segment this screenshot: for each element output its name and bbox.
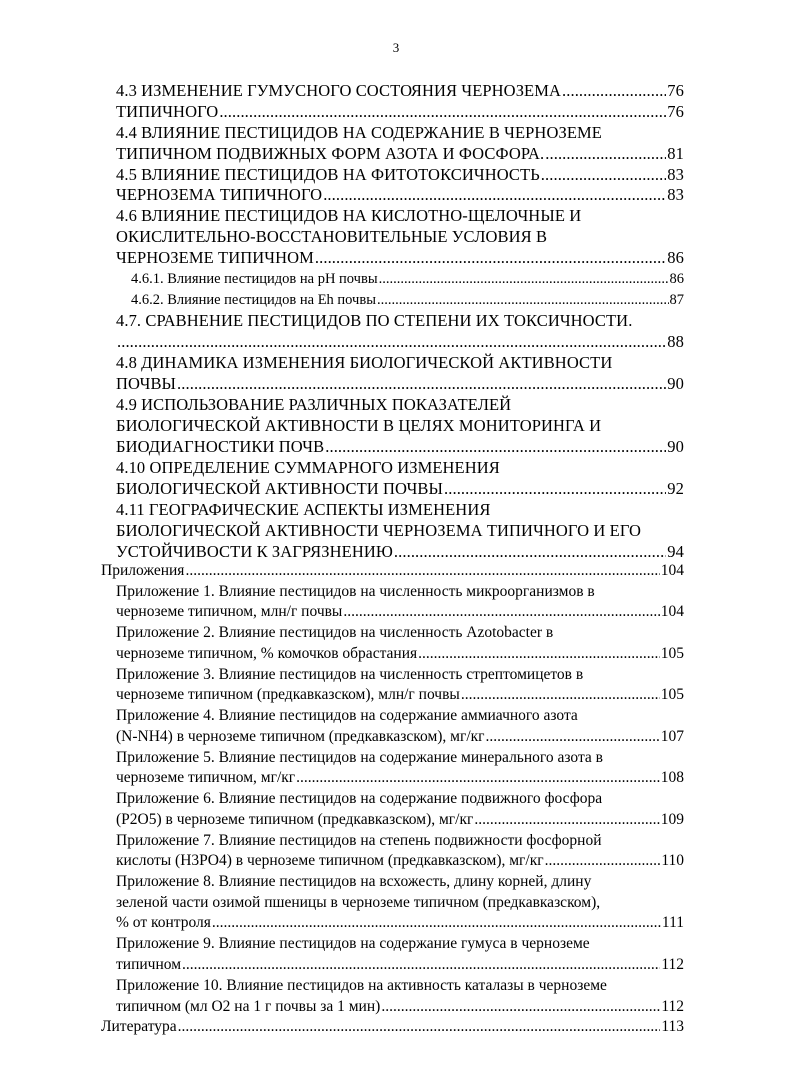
toc-entry-appendix-4-cont[interactable] <box>116 726 684 748</box>
toc-page-number: 105 <box>660 686 684 703</box>
dot-leader <box>474 809 659 831</box>
dot-leader <box>325 436 666 458</box>
toc-entry-title: ТИПИЧНОМ ПОДВИЖНЫХ ФОРМ АЗОТА И ФОСФОРА. <box>116 144 545 163</box>
toc-page-number: 112 <box>661 956 684 973</box>
toc-entry-title: Приложение 7. Влияние пестицидов на степень подвижности фосфорной <box>116 832 602 849</box>
toc-entry-title: 4.5 ВЛИЯНИЕ ПЕСТИЦИДОВ НА ФИТОТОКСИЧНОСТЬ <box>116 165 540 184</box>
dot-leader <box>545 143 666 165</box>
toc-page-number: 108 <box>660 769 684 786</box>
toc-entry-4-5-cont[interactable] <box>116 184 684 206</box>
dot-leader <box>541 164 667 186</box>
toc-page-number: 109 <box>660 811 684 828</box>
toc-entry-title: 4.7. СРАВНЕНИЕ ПЕСТИЦИДОВ ПО СТЕПЕНИ ИХ ТОКСИЧНОСТИ. <box>116 311 633 330</box>
toc-entry-title: типичном <box>116 956 182 973</box>
toc-entry-title: ЧЕРНОЗЕМЕ ТИПИЧНОМ <box>116 248 314 267</box>
toc-entry-appendix-5-cont[interactable] <box>116 767 684 789</box>
toc-entry-title: черноземе типичном, мг/кг <box>116 769 296 786</box>
dot-leader <box>315 247 666 269</box>
toc-entry-appendix-1[interactable] <box>116 581 684 603</box>
dot-leader <box>343 601 659 623</box>
toc-entry-title: 4.3 ИЗМЕНЕНИЕ ГУМУСНОГО СОСТОЯНИЯ ЧЕРНОЗЕМА <box>116 81 562 100</box>
toc-entry-appendix-9[interactable] <box>116 933 684 955</box>
toc-entry-appendix-1-cont[interactable] <box>116 601 684 623</box>
toc-entry-title: Приложение 10. Влияние пестицидов на активность каталазы в черноземе <box>116 977 607 994</box>
dot-leader <box>379 268 669 290</box>
toc-page-number: 104 <box>660 562 684 579</box>
toc-entry-appendix-7-cont[interactable] <box>116 850 684 872</box>
toc-entry-4-9-cont2[interactable] <box>116 436 684 458</box>
toc-entry-title: Приложение 4. Влияние пестицидов на содержание аммиачного азота <box>116 707 578 724</box>
dot-leader <box>562 80 666 102</box>
toc-entry-appendix-7[interactable] <box>116 830 684 852</box>
toc-entry-title: БИОЛОГИЧЕСКОЙ АКТИВНОСТИ ЧЕРНОЗЕМА ТИПИЧНОГО И ЕГО <box>116 521 642 540</box>
toc-entry-4-7-cont[interactable] <box>116 331 684 353</box>
toc-entry-4-5[interactable] <box>116 164 684 186</box>
toc-page-number: 92 <box>667 479 684 498</box>
toc-page-number: 83 <box>667 165 684 184</box>
toc-page-number: 90 <box>667 374 684 393</box>
dot-leader <box>296 767 660 789</box>
toc-entry-title: Приложение 6. Влияние пестицидов на содержание подвижного фосфора <box>116 790 603 807</box>
toc-page-number: 90 <box>667 437 684 456</box>
toc-page-number: 81 <box>667 144 684 163</box>
toc-entry-4-11[interactable] <box>116 499 684 521</box>
toc-entry-title: зеленой части озимой пшеницы в черноземе типичном (предкавказском), <box>116 894 601 911</box>
toc-entry-4-6-cont2[interactable] <box>116 247 684 269</box>
toc-entry-title: БИОЛОГИЧЕСКОЙ АКТИВНОСТИ В ЦЕЛЯХ МОНИТОРИНГА И <box>116 416 602 435</box>
dot-leader <box>219 101 666 123</box>
toc-entry-title: черноземе типичном, млн/г почвы <box>116 603 343 620</box>
toc-entry-title: ТИПИЧНОГО <box>116 102 219 121</box>
toc-entry-title: 4.10 ОПРЕДЕЛЕНИЕ СУММАРНОГО ИЗМЕНЕНИЯ <box>116 458 500 477</box>
toc-entry-appendix-8[interactable] <box>116 871 684 893</box>
toc-entry-title: 4.6 ВЛИЯНИЕ ПЕСТИЦИДОВ НА КИСЛОТНО-ЩЕЛОЧНЫЕ И <box>116 206 582 225</box>
toc-entry-title: Приложение 8. Влияние пестицидов на всхожесть, длину корней, длину <box>116 873 592 890</box>
dot-leader <box>185 560 659 582</box>
toc-entry-4-3-cont[interactable] <box>116 101 684 123</box>
toc-page-number: 83 <box>667 185 684 204</box>
toc-entry-4-8-cont[interactable] <box>116 373 684 395</box>
toc-page-number: 76 <box>667 81 684 100</box>
toc-entry-title: БИОЛОГИЧЕСКОЙ АКТИВНОСТИ ПОЧВЫ <box>116 479 444 498</box>
toc-entry-title: Приложения <box>101 562 185 579</box>
toc-entry-title: 4.6.2. Влияние пестицидов на Eh почвы <box>131 292 376 308</box>
toc-entry-literature[interactable] <box>101 1016 684 1038</box>
toc-entry-appendix-10[interactable] <box>116 975 684 997</box>
toc-page-number: 88 <box>667 332 684 351</box>
toc-entry-appendix-8-cont2[interactable] <box>116 912 684 934</box>
toc-entry-title: ЧЕРНОЗЕМА ТИПИЧНОГО <box>116 185 323 204</box>
toc-entry-title: 4.8 ДИНАМИКА ИЗМЕНЕНИЯ БИОЛОГИЧЕСКОЙ АКТИВНОСТИ <box>116 353 613 372</box>
dot-leader <box>418 643 660 665</box>
toc-entry-appendices[interactable] <box>101 560 684 582</box>
toc-entry-title: кислоты (H3PO4) в черноземе типичном (предкавказском), мг/кг <box>116 852 544 869</box>
toc-entry-title: 4.9 ИСПОЛЬЗОВАНИЕ РАЗЛИЧНЫХ ПОКАЗАТЕЛЕЙ <box>116 395 512 414</box>
toc-entry-title: Литература <box>101 1018 177 1035</box>
dot-leader <box>177 373 666 395</box>
toc-page-number: 104 <box>660 603 684 620</box>
toc-entry-appendix-5[interactable] <box>116 747 684 769</box>
toc-entry-title: ОКИСЛИТЕЛЬНО-ВОССТАНОВИТЕЛЬНЫЕ УСЛОВИЯ В <box>116 227 548 246</box>
toc-entry-title: Приложение 3. Влияние пестицидов на численность стрептомицетов в <box>116 666 584 683</box>
toc-entry-appendix-2[interactable] <box>116 622 684 644</box>
toc-page-number: 110 <box>661 852 684 869</box>
toc-entry-title: УСТОЙЧИВОСТИ К ЗАГРЯЗНЕНИЮ <box>116 542 393 561</box>
dot-leader <box>381 996 660 1018</box>
toc-entry-4-6-1[interactable] <box>131 268 684 290</box>
dot-leader <box>178 1016 661 1038</box>
toc-entry-4-7[interactable] <box>116 310 684 332</box>
toc-page-number: 107 <box>660 728 684 745</box>
toc-entry-title: черноземе типичном, % комочков обрастания <box>116 645 418 662</box>
dot-leader <box>377 289 669 311</box>
toc-page-number: 113 <box>661 1018 684 1035</box>
toc-entry-4-11-cont[interactable] <box>116 520 684 542</box>
toc-entry-appendix-3[interactable] <box>116 664 684 686</box>
toc-entry-title: 4.6.1. Влияние пестицидов на pH почвы <box>131 271 378 287</box>
toc-entry-title: Приложение 1. Влияние пестицидов на численность микроорганизмов в <box>116 583 595 600</box>
toc-page-number: 76 <box>667 102 684 121</box>
toc-entry-4-10-cont[interactable] <box>116 478 684 500</box>
dot-leader <box>323 184 666 206</box>
dot-leader <box>182 954 660 976</box>
toc-entry-4-6-2[interactable] <box>131 289 684 311</box>
toc-entry-appendix-3-cont[interactable] <box>116 684 684 706</box>
toc-entry-title: БИОДИАГНОСТИКИ ПОЧВ <box>116 437 325 456</box>
dot-leader <box>117 331 666 353</box>
toc-entry-title: Приложение 9. Влияние пестицидов на содержание гумуса в черноземе <box>116 935 590 952</box>
toc-entry-4-6[interactable] <box>116 205 684 227</box>
toc-entry-title: (N-NH4) в черноземе типичном (предкавказском), мг/кг <box>116 728 485 745</box>
dot-leader <box>444 478 666 500</box>
toc-page-number: 86 <box>667 248 684 267</box>
toc-entry-title: типичном (мл O2 на 1 г почвы за 1 мин) <box>116 998 381 1015</box>
toc-entry-appendix-4[interactable] <box>116 705 684 727</box>
toc-entry-appendix-2-cont[interactable] <box>116 643 684 665</box>
toc-page-number: 112 <box>661 998 684 1015</box>
toc-entry-appendix-10-cont[interactable] <box>116 996 684 1018</box>
toc-entry-4-10[interactable] <box>116 457 684 479</box>
toc-entry-title: (P2O5) в черноземе типичном (предкавказском), мг/кг <box>116 811 474 828</box>
toc-entry-4-8[interactable] <box>116 352 684 374</box>
dot-leader <box>461 684 660 706</box>
toc-entry-title: % от контроля <box>116 914 211 931</box>
page-number: 3 <box>392 40 400 55</box>
toc-entry-appendix-6-cont[interactable] <box>116 809 684 831</box>
toc-entry-title: Приложение 2. Влияние пестицидов на численность Azotobacter в <box>116 624 554 641</box>
toc-entry-appendix-8-cont[interactable] <box>116 892 684 914</box>
dot-leader <box>545 850 661 872</box>
toc-page-number: 94 <box>667 542 684 561</box>
toc-page-number: 86 <box>669 271 684 287</box>
toc-entry-title: 4.4 ВЛИЯНИЕ ПЕСТИЦИДОВ НА СОДЕРЖАНИЕ В ЧЕРНОЗЕМЕ <box>116 123 602 142</box>
toc-entry-appendix-6[interactable] <box>116 788 684 810</box>
toc-page-number: 105 <box>660 645 684 662</box>
toc-entry-title: ПОЧВЫ <box>116 374 177 393</box>
dot-leader <box>486 726 660 748</box>
dot-leader <box>212 912 661 934</box>
toc-page-number: 87 <box>669 292 684 308</box>
toc-entry-4-6-cont[interactable] <box>116 226 684 248</box>
toc-page-number: 111 <box>661 914 684 931</box>
toc-entry-title: 4.11 ГЕОГРАФИЧЕСКИЕ АСПЕКТЫ ИЗМЕНЕНИЯ <box>116 500 491 519</box>
toc-entry-4-9[interactable] <box>116 394 684 416</box>
toc-entry-4-4-cont[interactable] <box>116 143 684 165</box>
toc-entry-title: черноземе типичном (предкавказском), млн/г почвы <box>116 686 460 703</box>
toc-entry-4-3[interactable] <box>116 80 684 102</box>
toc-entry-title: Приложение 5. Влияние пестицидов на содержание минерального азота в <box>116 749 604 766</box>
toc-entry-4-4[interactable] <box>116 122 684 144</box>
toc-entry-appendix-9-cont[interactable] <box>116 954 684 976</box>
toc-entry-4-9-cont[interactable] <box>116 415 684 437</box>
